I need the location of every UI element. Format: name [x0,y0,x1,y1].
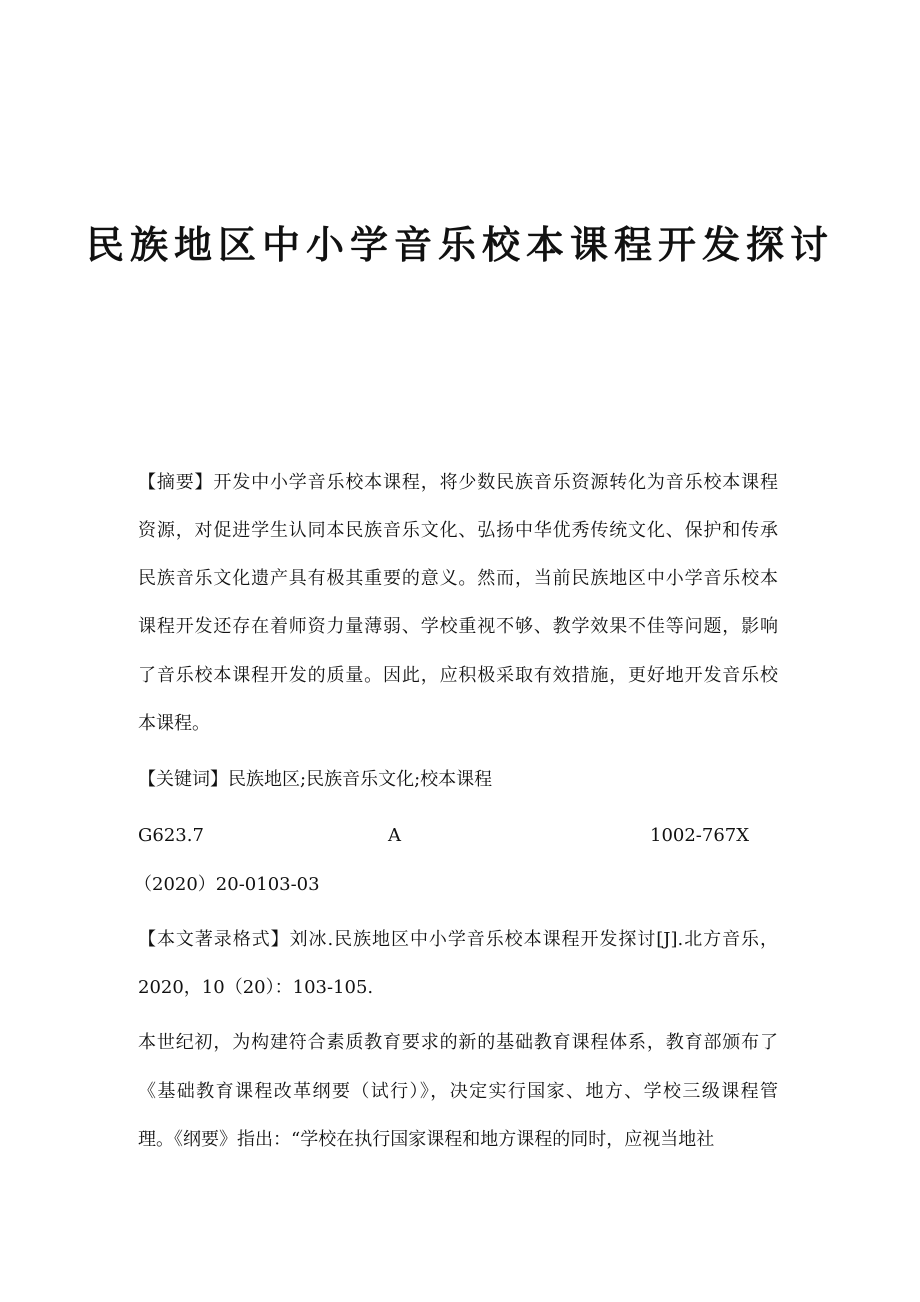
abstract-line: 【摘要】开发中小学音乐校本课程，将少数民族音乐资源转化为音乐校本课程 [138,472,778,493]
article-id: （2020）20-0103-03 [134,874,320,895]
body-line: 《基础教育课程改革纲要（试行）》，决定实行国家、地方、学校三级课程管 [138,1081,778,1102]
abstract-line: 本课程。 [138,713,210,734]
clc-number: G623.7 [138,825,204,846]
issn: 1002-767X [650,825,750,846]
abstract-line: 课程开发还存在着师资力量薄弱、学校重视不够、教学效果不佳等问题，影响 [138,616,778,637]
document-code: A [388,825,401,846]
keywords: 【关键词】民族地区;民族音乐文化;校本课程 [138,769,493,790]
body-line: 理。《纲要》指出：“学校在执行国家课程和地方课程的同时，应视当地社 [138,1129,715,1150]
citation-line: 【本文著录格式】刘冰.民族地区中小学音乐校本课程开发探讨[J].北方音乐， [138,929,778,950]
abstract-line: 民族音乐文化遗产具有极其重要的意义。然而，当前民族地区中小学音乐校本 [138,568,778,589]
document-title: 民族地区中小学音乐校本课程开发探讨 [85,222,834,267]
citation-line: 2020，10（20）：103-105. [138,977,374,998]
abstract-line: 了音乐校本课程开发的质量。因此，应积极采取有效措施，更好地开发音乐校 [138,665,778,686]
abstract-line: 资源，对促进学生认同本民族音乐文化、弘扬中华优秀传统文化、保护和传承 [138,520,778,541]
body-line: 本世纪初，为构建符合素质教育要求的新的基础教育课程体系，教育部颁布了 [138,1032,778,1053]
